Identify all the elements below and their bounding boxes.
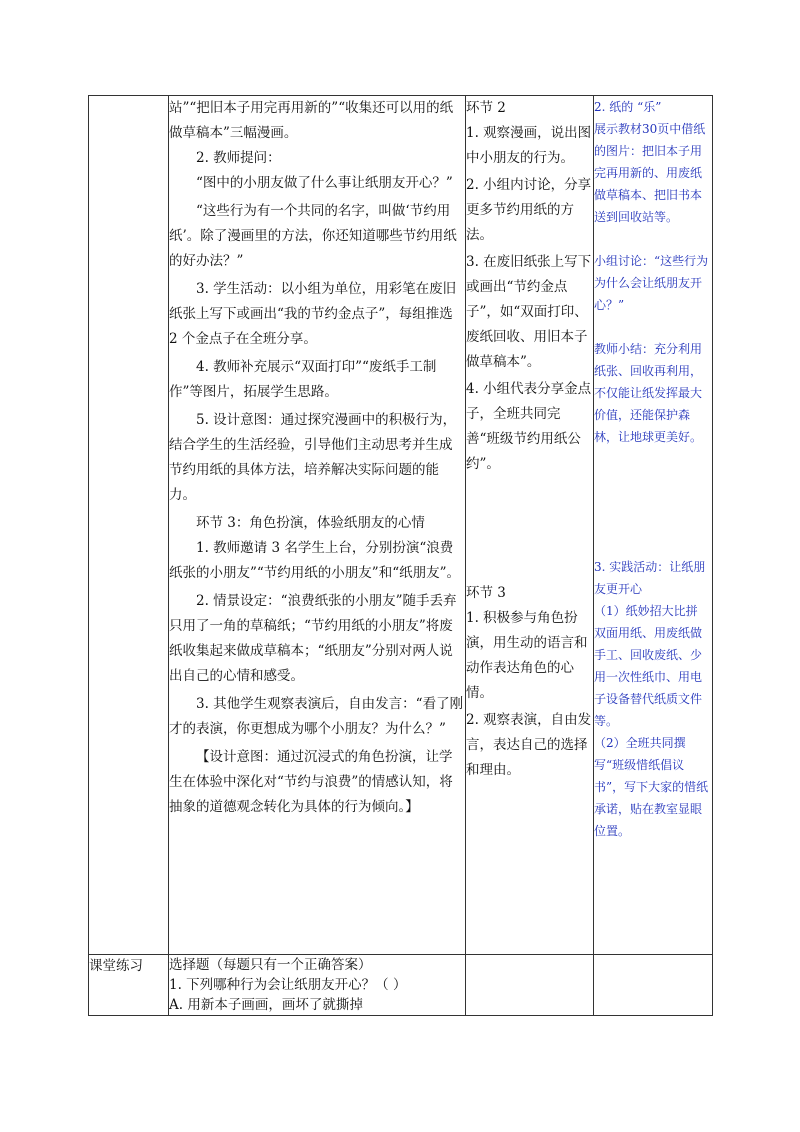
student-item: 2. 观察表演，自由发言，表达自己的选择和理由。 xyxy=(466,712,592,778)
section-title: 环节 3 xyxy=(466,585,506,601)
spacer xyxy=(594,448,712,556)
student-item: 2. 小组内讨论，分享更多节约用纸的方法。 xyxy=(466,177,592,243)
student-item: 1. 观察漫画，说出图中小朋友的行为。 xyxy=(466,125,592,166)
teacher-note: 教师小结：充分利用纸张、回收再利用，不仅能让纸发挥最大价值，还能保护森林，让地球更美好。 xyxy=(594,342,703,444)
teacher-notes-cell xyxy=(594,96,713,955)
main-para: 站”“把旧本子用完再用新的”“收集还可以用的纸做草稿本”三幅漫画。 xyxy=(169,100,454,141)
teacher-note: （1）纸妙招大比拼 双面用纸、用废纸做手工、回收废纸、少用一次性纸巾、用电子设备替代纸质文件等。 xyxy=(594,604,703,728)
main-para: 3. 学生活动：以小组为单位，用彩笔在废旧纸张上写下或画出“我的节约金点子”，每组推选 2 个金点子在全班分享。 xyxy=(169,281,457,347)
teacher-note: 小组讨论：“这些行为为什么会让纸朋友开心？” xyxy=(594,254,709,312)
practice-notes-cell xyxy=(594,955,713,1016)
practice-row xyxy=(89,955,713,1016)
teacher-note: （2）全班共同撰写“班级惜纸倡议书”，写下大家的惜纸承诺，贴在教室显眼位置。 xyxy=(594,736,709,838)
main-para: “这些行为有一个共同的名字，叫做‘节约用纸’。除了漫画里的方法，你还知道哪些节约用纸的好办法？” xyxy=(169,203,457,269)
student-item: 3. 在废旧纸张上写下或画出“节约金点子”，如“双面打印、废纸回收、用旧本子做草稿本”。 xyxy=(466,254,592,370)
main-para: 1. 教师邀请 3 名学生上台，分别扮演“浪费纸张的小朋友”“节约用纸的小朋友”和“纸朋友”。 xyxy=(169,540,461,581)
design-intent: 【设计意图：通过沉浸式的角色扮演，让学生在体验中深化对“节约与浪费”的情感认知，将抽象的道德观念转化为具体的行为倾向。】 xyxy=(169,749,453,815)
row-label-cell xyxy=(89,96,169,955)
section-title: 环节 2 xyxy=(466,100,506,116)
main-para: 2. 教师提问： xyxy=(196,150,281,166)
practice-line: 选择题（每题只有一个正确答案） xyxy=(169,957,372,973)
practice-student-cell xyxy=(466,955,594,1016)
practice-line: 1. 下列哪种行为会让纸朋友开心？（ ） xyxy=(169,977,407,993)
practice-content-cell xyxy=(169,955,466,1016)
student-activity-cell xyxy=(466,96,594,955)
main-para: 5. 设计意图：通过探究漫画中的积极行为，结合学生的生活经验，引导他们主动思考并生成节约用纸的具体方法，培养解决实际问题的能力。 xyxy=(169,412,457,503)
practice-label: 课堂练习 xyxy=(89,955,169,1016)
spacer xyxy=(466,477,593,581)
main-para: 2. 情景设定：“浪费纸张的小朋友”随手丢弃只用了一角的草稿纸；“节约用纸的小朋友”将废纸收集起来做成草稿本；“纸朋友”分别对两人说出自己的心情和感受。 xyxy=(169,593,457,684)
teacher-note: 展示教材30页中借纸的图片：把旧本子用完再用新的、用废纸做草稿本、把旧书本送到回收站等。 xyxy=(594,122,706,224)
student-item: 4. 小组代表分享金点子，全班共同完善“班级节约用纸公约”。 xyxy=(466,381,592,472)
practice-line: A. 用新本子画画，画坏了就撕掉 xyxy=(169,997,363,1013)
student-item: 1. 积极参与角色扮演，用生动的语言和动作表达角色的心情。 xyxy=(466,610,588,701)
teacher-note-heading: 3. 实践活动：让纸朋友更开心 xyxy=(594,560,706,596)
activity-row xyxy=(89,96,713,955)
main-content-cell xyxy=(169,96,466,955)
lesson-plan-table xyxy=(88,95,713,1016)
teacher-note-heading: 2. 纸的 “乐” xyxy=(594,100,662,114)
main-para: 3. 其他学生观察表演后，自由发言：“看了刚才的表演，你更想成为哪个小朋友？为什么？” xyxy=(169,696,464,737)
main-para: “图中的小朋友做了什么事让纸朋友开心？” xyxy=(196,175,453,191)
main-para: 4. 教师补充展示“双面打印”“废纸手工制作”等图片，拓展学生思路。 xyxy=(169,359,437,400)
section-heading: 环节 3：角色扮演，体验纸朋友的心情 xyxy=(196,515,425,531)
